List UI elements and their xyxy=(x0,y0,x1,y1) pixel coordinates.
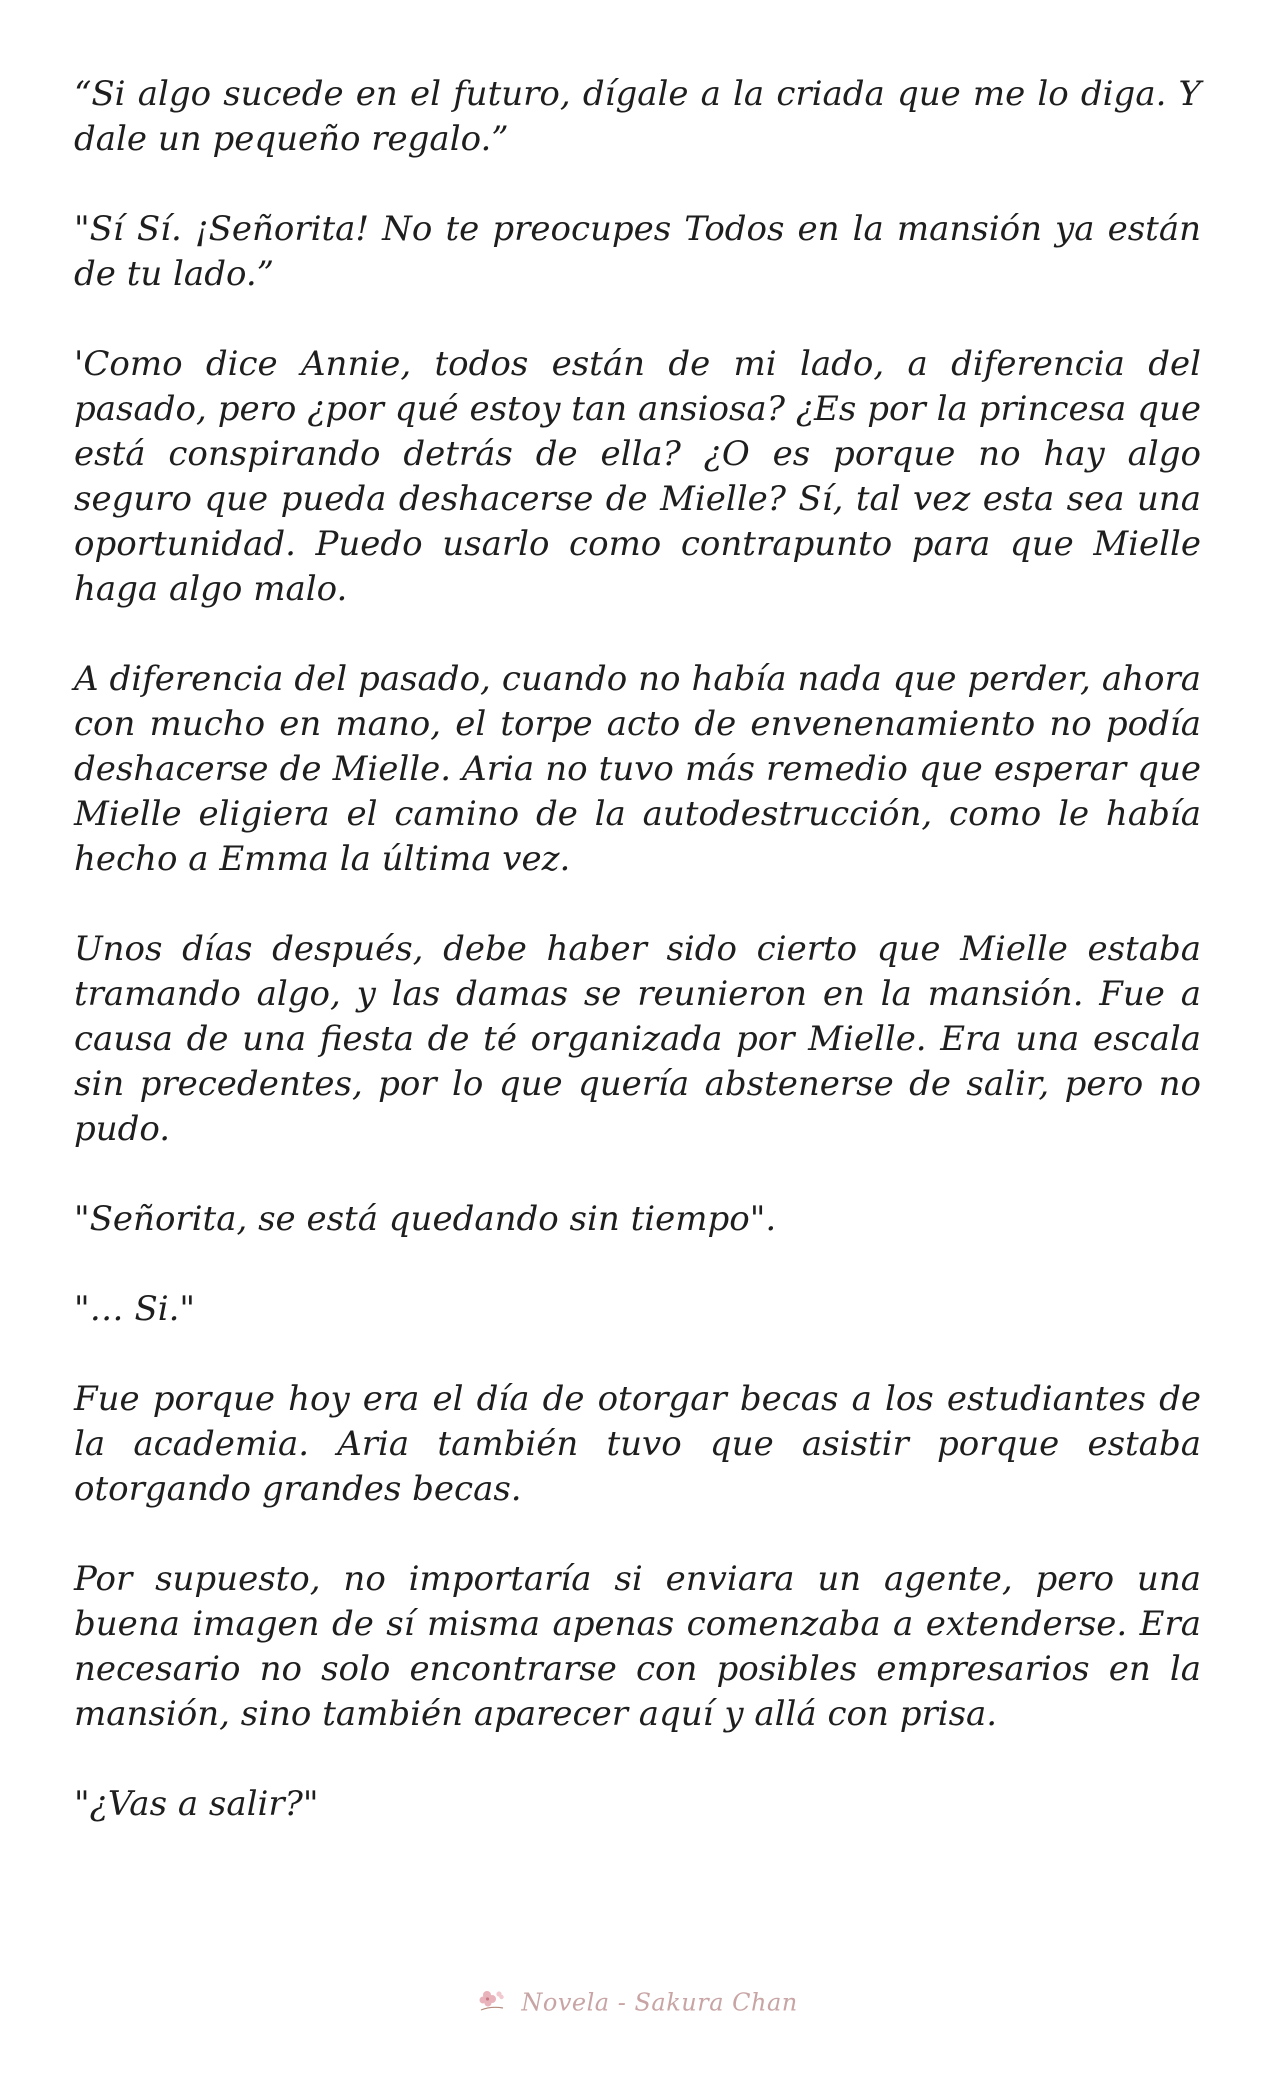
footer-text: Novela - Sakura Chan xyxy=(521,1988,798,2017)
paragraph-8: Fue porque hoy era el día de otorgar becas a los estudiantes de la academia. Aria también tuvo que asistir porque estaba otorgando grandes becas. xyxy=(74,1379,1201,1509)
paragraph-2: "Sí Sí. ¡Señorita! No te preocupes Todos en la mansión ya están de tu lado.” xyxy=(74,209,1201,294)
watermark-footer xyxy=(0,1988,1275,2020)
document-body xyxy=(74,72,1201,1872)
paragraph-7: "… Si." xyxy=(74,1289,196,1329)
paragraph-3: 'Como dice Annie, todos están de mi lado, a diferencia del pasado, pero ¿por qué estoy tan ansiosa? ¿Es por la princesa que está conspirando detrás de ella? ¿O es porque no hay algo seguro que pueda deshacerse de Mielle? Sí, tal vez esta sea una oportunidad. Puedo usarlo como contrapunto para que Mielle haga algo malo. xyxy=(74,344,1201,609)
paragraph-4: A diferencia del pasado, cuando no había nada que perder, ahora con mucho en mano, el torpe acto de envenenamiento no podía deshacerse de Mielle. Aria no tuvo más remedio que esperar que Mielle eligiera el camino de la autodestrucción, como le había hecho a Emma la última vez. xyxy=(74,659,1201,879)
paragraph-10: "¿Vas a salir?" xyxy=(74,1784,319,1824)
paragraph-5: Unos días después, debe haber sido cierto que Mielle estaba tramando algo, y las damas se reunieron en la mansión. Fue a causa de una fiesta de té organizada por Mielle. Era una escala sin precedentes, por lo que quería abstenerse de salir, pero no pudo. xyxy=(74,929,1201,1149)
paragraph-1: “Si algo sucede en el futuro, dígale a la criada que me lo diga. Y dale un pequeño regalo.” xyxy=(74,74,1201,159)
paragraph-6: "Señorita, se está quedando sin tiempo". xyxy=(74,1199,777,1239)
paragraph-9: Por supuesto, no importaría si enviara un agente, pero una buena imagen de sí misma apenas comenzaba a extenderse. Era necesario no solo encontrarse con posibles empresarios en la mansión, sino también aparecer aquí y allá con prisa. xyxy=(74,1559,1201,1734)
sakura-flower-icon xyxy=(477,1988,507,2020)
